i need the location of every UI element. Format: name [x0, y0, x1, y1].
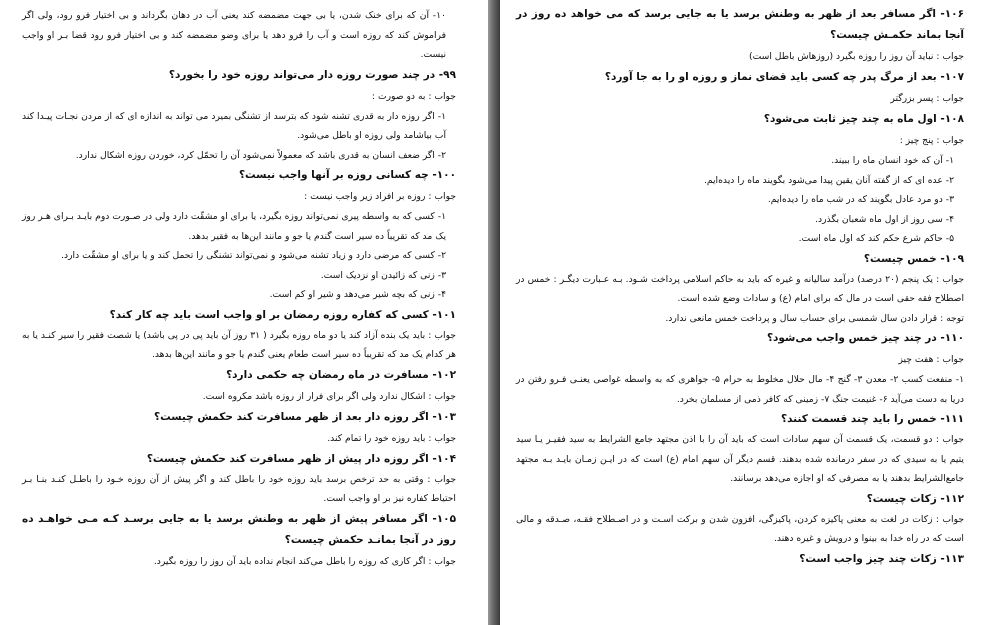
answer-text: جواب : پسر بزرگتر	[890, 93, 964, 104]
list-item: ۴- زنی که بچه شیر می‌دهد و شیر او کم است.	[269, 289, 446, 300]
answer-paragraph: جواب : دو قسمت، یک قسمت آن سهم سادات است که باید آن را با اذن مجتهد جامع الشرایط به سید فقیـر یـا سید یتیم یا به سیدی که در سفر درمانده شده بدهند. قسم دیگر آن سهم امام (ع) است که در ایـن زمـان بایـد بـه مجتهد جامع‌الشرایط بدهند یا به مصرفی که او اجازه می‌دهد برسانند.	[516, 434, 964, 484]
answer-text: جواب : اشکال ندارد ولی اگر برای فرار از روزه باشد مکروه است.	[202, 390, 456, 402]
question-heading: ۱۰۶- اگر مسافر بعد از ظهر به وطنش برسد یا به جایی برسد که می خواهد ده روز در آنجا بماند حکمـش چیست؟	[516, 8, 964, 41]
question-heading: ۱۰۰- چه کسانی روزه بر آنها واجب نیست؟	[238, 169, 456, 181]
list-item: ۵- حاکم شرع حکم کند که اول ماه است.	[798, 233, 954, 244]
answer-text: جواب : روزه بر افراد زیر واجب نیست :	[304, 191, 456, 202]
list-item: ۴- سی روز از اول ماه شعبان بگذرد.	[815, 213, 954, 225]
answer-paragraph: جواب : زکات در لغت به معنی پاکیزه کردن، پاکیزگی، افزون شدن و برکت اسـت و در اصـطلاح فقـه، صـدقه و مالی است که در راه خدا به بینوا و درویش و غیره دهند.	[516, 513, 964, 544]
list-item: ۲- کسی که مرضی دارد و زیاد تشنه می‌شود و نمی‌تواند تشنگی را تحمل کند و یا برای او مشقّت دارد.	[61, 250, 446, 261]
question-heading: ۱۰۷- بعد از مرگ پدر چه کسی باید قضای نماز و روزه او را به جا آورد؟	[604, 71, 964, 83]
answer-paragraph: ۱- منفعت کسب ۲- معدن ۳- گنج ۴- مال حلال مخلوط به حرام ۵- جواهری که به واسطه غواصی یعنـی فـرو رفتن در دریا به دست می‌آید ۶- غنیمت جنگ ۷- زمینی که کافر ذمی از مسلمان بخرد.	[516, 374, 964, 405]
left-page	[0, 0, 488, 625]
list-item: ۱- اگر روزه دار به قدری تشنه شود که بترسد از تشنگی بمیرد می تواند به اندازه ای که از مردن نجـات پیـدا کند آب بیاشامد ولی روزه او باطل می‌شود.	[22, 110, 446, 141]
question-heading: ۱۱۳- زکات چند چیز واجب است؟	[799, 552, 964, 565]
question-heading: ۱۰۴- اگر روزه دار پیش از ظهر مسافرت کند حکمش چیست؟	[146, 452, 456, 465]
note-paragraph: توجه : قرار دادن سال شمسی برای حساب سال و پرداخت خمس مانعی ندارد.	[665, 312, 964, 324]
question-heading: ۱۰۹- خمس چیست؟	[863, 252, 964, 265]
question-heading: ۱۰۳- اگر روزه دار بعد از ظهر مسافرت کند حکمش چیست؟	[153, 410, 456, 423]
answer-text: جواب : به دو صورت :	[371, 90, 456, 102]
left-page-column	[22, 6, 456, 572]
question-heading: ۱۱۲- زکات چیست؟	[866, 492, 964, 505]
question-heading: ۱۰۸- اول ماه به چند چیز ثابت می‌شود؟	[763, 113, 964, 125]
list-item: ۱- کسی که به واسطه پیری نمی‌تواند روزه بگیرد، یا برای او مشقّت دارد ولی در صـورت دوم بایـد بـرای هـر روز یک مد که تقریباً ده سیر است گندم یا جو و مانند این‌ها به فقیر بدهد.	[22, 211, 446, 242]
answer-text: جواب : اگر کاری که روزه را باطل می‌کند انجام نداده باید آن روز را روزه بگیرد.	[153, 555, 456, 567]
list-item: ۲- عده ای که از گفته آنان یقین پیدا می‌شود بگویند ماه را دیده‌ایم.	[703, 174, 954, 186]
question-heading: ۱۱۱- خمس را باید چند قسمت کنند؟	[781, 413, 964, 425]
answer-paragraph: جواب : یک پنجم (۲۰ درصد) درآمد سالیانه و غیره که باید به حاکم اسلامی پرداخت شـود. بـه عـبارت دیگـر : خمس در اصطلاح فقه حقی است در مال که برای امام (ع) و سادات وضع شده است.	[516, 273, 964, 304]
question-heading: ۱۰۲- مسافرت در ماه رمضان چه حکمی دارد؟	[226, 368, 456, 381]
list-item: ۱- آن که خود انسان ماه را ببیند.	[831, 155, 954, 166]
answer-text: جواب : باید روزه خود را تمام کند.	[327, 432, 456, 444]
question-heading: ۹۹- در چند صورت روزه دار می‌تواند روزه خود را بخورد؟	[168, 68, 456, 81]
answer-paragraph: جواب : باید یک بنده آزاد کند یا دو ماه روزه بگیرد ( ۳۱ روز آن باید پی در پی باشد) یا شصت فقیر را سیر کنـد یا به هر کدام یک مد که تقریباً ده سیر است طعام یعنی گندم یا جو و مانند این‌ها بدهد.	[22, 329, 456, 360]
list-item: ۳- زنی که زائیدن او نزدیک است.	[320, 269, 446, 281]
list-item: ۲- اگر ضعف انسان به قدری باشد که معمولاً نمی‌شود آن را تحمّل کرد، خوردن روزه اشکال ندارد.	[75, 149, 446, 161]
page-gutter	[488, 0, 500, 625]
answer-text: جواب : نباید آن روز را روزه بگیرد (روزهاش باطل است)	[749, 51, 964, 62]
list-item: ۳- دو مرد عادل بگویند که در شب ماه را دیده‌ایم.	[767, 194, 954, 205]
answer-text: جواب : هفت چیز	[898, 354, 964, 365]
answer-text: جواب : پنج چیز :	[899, 135, 964, 146]
right-page	[500, 0, 990, 625]
list-item: ۱۰- آن که برای خنک شدن، یا بی جهت مضمضه کند یعنی آب در دهان بگرداند و بی اختیار فرو رود، ولی اگر فراموش کند که روزه است و آب را فرو دهد یا برای وضو مضمضه کند و بی اختیار فرو رود قضا بـر او واجب نیست.	[22, 10, 446, 60]
question-heading: ۱۰۵- اگر مسافر پیش از ظهر به وطنش برسد یا به جایی برسـد کـه مـی خواهـد ده روز در آنجا بمانـد حکمش چیست؟	[22, 512, 456, 546]
right-page-column	[516, 4, 964, 570]
question-heading: ۱۰۱- کسی که کفاره روزه رمضان بر او واجب است باید چه کار کند؟	[109, 308, 456, 321]
answer-paragraph: جواب : وقتی به حد ترخص برسد باید روزه خود را باطل کند و اگر پیش از آن روزه خـود را باطـل کنـد بنـا بـر احتیاط کفاره نیز بر او واجب است.	[22, 473, 456, 504]
question-heading: ۱۱۰- در چند چیز خمس واجب می‌شود؟	[766, 332, 964, 344]
